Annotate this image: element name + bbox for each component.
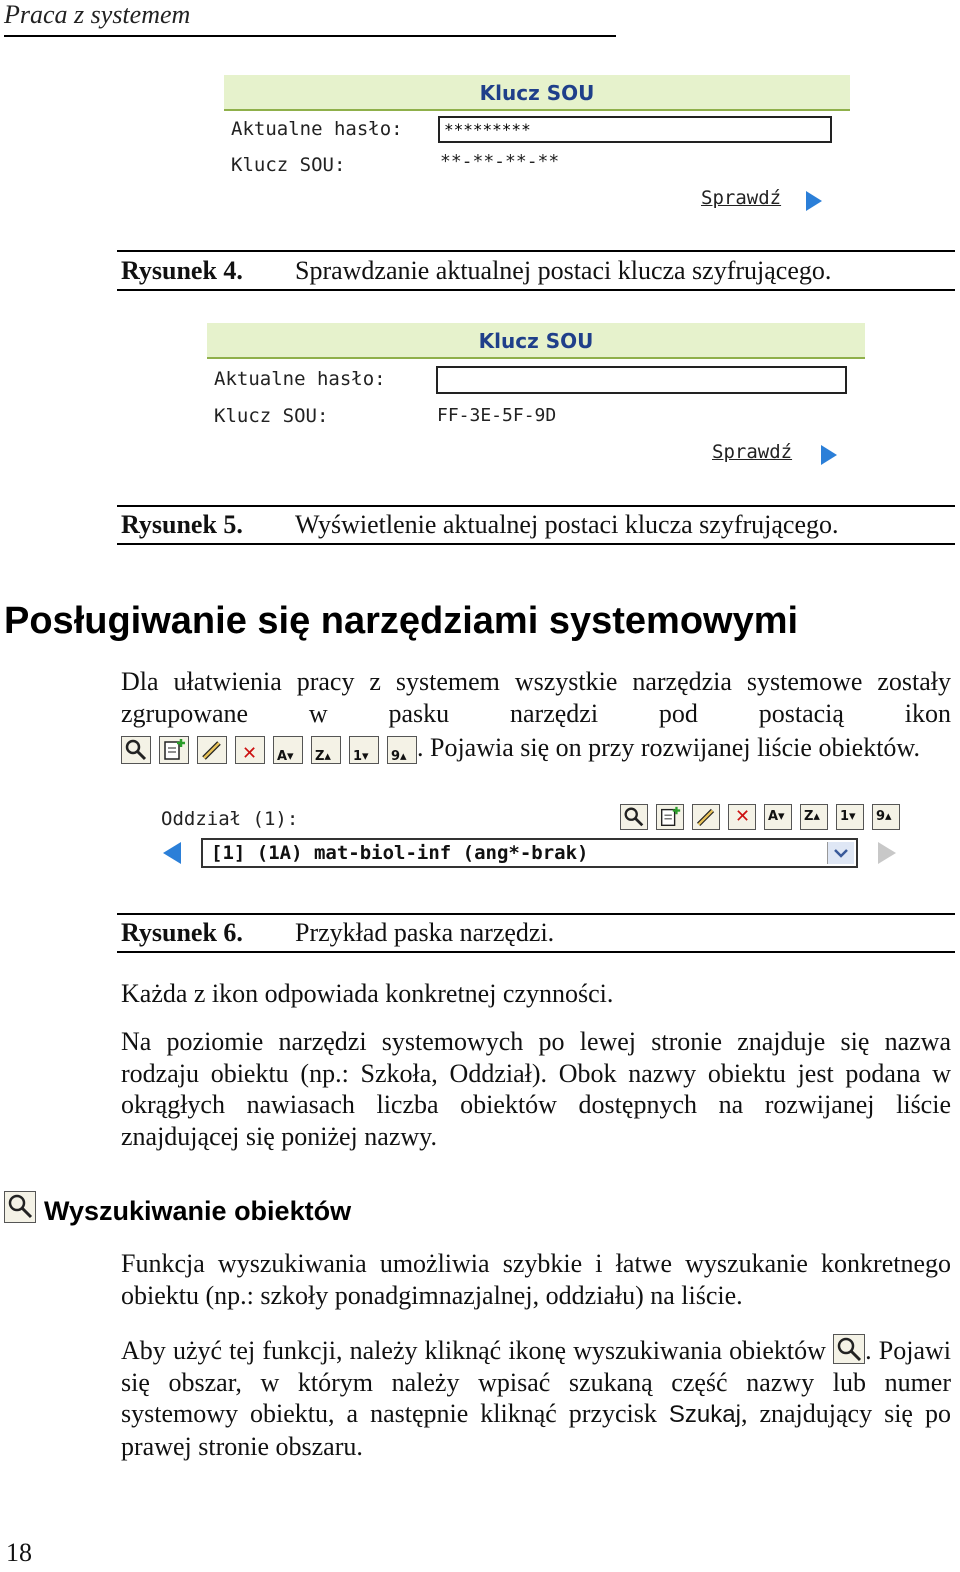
sort-az-icon <box>273 736 303 764</box>
intro-tail-text: . Pojawia się on przy rozwijanej liście obiektów. <box>417 733 921 762</box>
figure5-key-label: Klucz SOU: <box>214 405 329 427</box>
figure4-caption-rule-bottom <box>117 289 955 291</box>
add-icon[interactable] <box>656 804 684 830</box>
sort-az-icon[interactable] <box>764 804 792 830</box>
sort-za-glyph: Z▴ <box>804 809 820 824</box>
sort-91-glyph: 9▴ <box>391 749 407 765</box>
edit-icon <box>197 736 227 764</box>
sort-19-icon[interactable] <box>836 804 864 830</box>
intro-text: Dla ułatwienia pracy z systemem wszystkie narzędzia systemowe zostały zgrupowane w pasku narzędzi pod postacią ikon <box>121 667 951 728</box>
body-paragraph-1: Każda z ikon odpowiada konkretnej czynności. <box>121 979 614 1008</box>
figure4-password-label: Aktualne hasło: <box>231 118 403 140</box>
running-header: Praca z systemem <box>4 0 191 29</box>
figure4-caption-rule-top <box>117 250 955 252</box>
figure5-check-link[interactable]: Sprawdź <box>712 441 793 463</box>
figure4-key-label: Klucz SOU: <box>231 154 346 176</box>
figure6-caption-rule-top <box>117 913 955 915</box>
subsection-heading: Wyszukiwanie obiektów <box>44 1196 352 1226</box>
figure5-check-arrow-icon[interactable] <box>821 445 837 465</box>
subsection-paragraph-2 <box>121 1334 951 1462</box>
figure4-password-input[interactable]: ********* <box>438 116 832 143</box>
subsection-paragraph-1: Funkcja wyszukiwania umożliwia szybkie i łatwe wyszukanie konkretnego obiektu (np.: szkoły ponadgimnazjalnej, oddziału) na liście. <box>121 1249 951 1310</box>
figure5-panel-header <box>207 323 865 359</box>
search-icon[interactable] <box>620 804 648 830</box>
sort-91-icon[interactable] <box>872 804 900 830</box>
prev-arrow-icon[interactable] <box>163 842 181 864</box>
page-number: 18 <box>6 1538 32 1567</box>
delete-glyph: ✕ <box>735 806 751 827</box>
figure6-caption-rule-bottom <box>117 951 955 953</box>
sort-az-glyph: A▾ <box>277 749 294 765</box>
sort-19-icon <box>349 736 379 764</box>
figure5-panel <box>207 323 865 359</box>
subsection-p2-part3: , znajdujący się po prawej stronie obszaru. <box>121 1399 951 1461</box>
sort-za-glyph: Z▴ <box>315 749 331 765</box>
figure5-password-input[interactable] <box>436 366 847 394</box>
figure4-panel-header <box>224 75 850 111</box>
object-select-value: [1] (1A) mat-biol-inf (ang*-brak) <box>211 842 589 864</box>
intro-paragraph <box>121 666 951 729</box>
figure5-caption-text: Wyświetlenie aktualnej postaci klucza szyfrującego. <box>295 510 839 539</box>
intro-icon-row <box>121 732 951 764</box>
figure4-caption-number: Rysunek 4. <box>121 256 243 285</box>
figure4-panel-title: Klucz SOU <box>479 81 595 105</box>
delete-icon[interactable] <box>728 804 756 830</box>
subsection-p2-part2: . Pojawi się obszar, w którym należy wpisać szukaną część nazwy lub numer systemowy obiektu, a następnie kliknąć przycisk <box>121 1336 951 1428</box>
sort-91-glyph: 9▴ <box>876 809 892 824</box>
sort-19-glyph: 1▾ <box>353 749 369 765</box>
delete-icon <box>235 736 265 764</box>
delete-glyph: ✕ <box>242 743 258 765</box>
figure5-key-value: FF-3E-5F-9D <box>437 405 557 426</box>
figure6-caption-number: Rysunek 6. <box>121 918 243 947</box>
figure4-check-link[interactable]: Sprawdź <box>701 187 782 209</box>
figure6-label: Oddział (1): <box>161 808 299 830</box>
figure6-caption-text: Przykład paska narzędzi. <box>295 918 555 947</box>
sort-19-glyph: 1▾ <box>840 809 856 824</box>
chevron-down-icon[interactable] <box>827 842 854 864</box>
sort-za-icon[interactable] <box>800 804 828 830</box>
figure6-toolbar <box>620 804 900 830</box>
figure4-key-value: **-**-**-** <box>440 151 560 172</box>
search-icon <box>4 1191 36 1223</box>
body-paragraph-2: Na poziomie narzędzi systemowych po lewej stronie znajduje się nazwa rodzaju obiektu (np.: Szkoła, Oddział). Obok nazwy obiektu jest podana w okrągłych nawiasach liczba obiektów dostępnych na rozwijanej liście znajdującej się poniżej nazwy. <box>121 1027 951 1151</box>
header-rule <box>4 35 616 37</box>
figure4-caption-text: Sprawdzanie aktualnej postaci klucza szyfrującego. <box>295 256 832 285</box>
edit-icon[interactable] <box>692 804 720 830</box>
subsection-p2-part1: Aby użyć tej funkcji, należy kliknąć ikonę wyszukiwania obiektów <box>121 1336 826 1365</box>
sort-za-icon <box>311 736 341 764</box>
figure5-caption-rule-bottom <box>117 543 955 545</box>
figure5-caption-number: Rysunek 5. <box>121 510 243 539</box>
figure5-caption-rule-top <box>117 505 955 507</box>
search-button-label: Szukaj <box>668 1401 741 1428</box>
search-icon <box>121 736 151 764</box>
figure5-password-label: Aktualne hasło: <box>214 368 386 390</box>
section-heading: Posługiwanie się narzędziami systemowymi <box>4 600 799 642</box>
sort-az-glyph: A▾ <box>768 809 785 824</box>
next-arrow-icon[interactable] <box>878 842 896 864</box>
add-icon <box>159 736 189 764</box>
object-select[interactable] <box>201 838 858 868</box>
sort-91-icon <box>387 736 417 764</box>
figure5-panel-title: Klucz SOU <box>478 329 594 353</box>
figure4-check-arrow-icon[interactable] <box>806 191 822 211</box>
search-icon <box>833 1334 865 1364</box>
